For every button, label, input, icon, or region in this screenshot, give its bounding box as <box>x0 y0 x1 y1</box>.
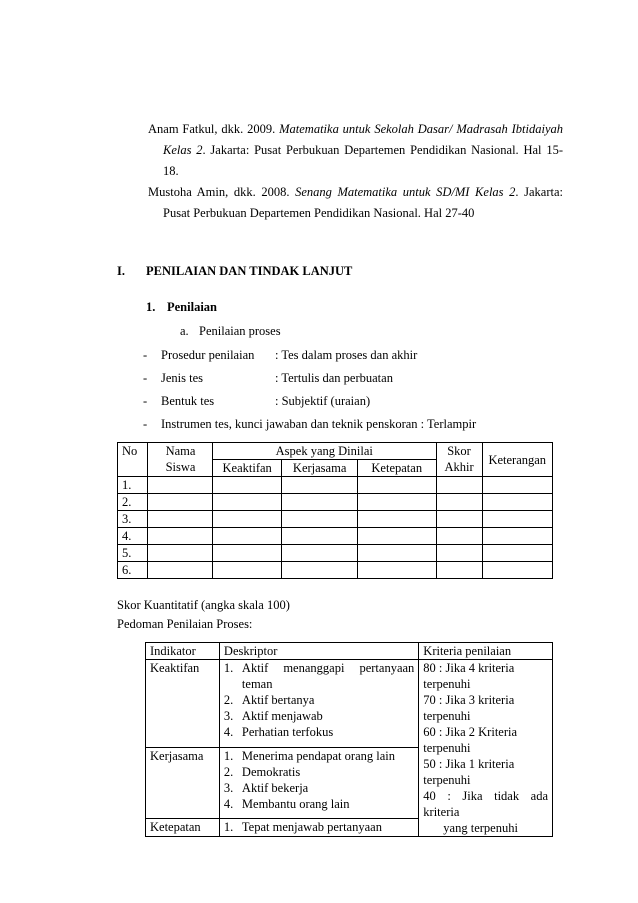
table-row <box>118 528 553 545</box>
header-nama-siswa: Nama Siswa <box>147 443 212 477</box>
bullet-value: : Subjektif (uraian) <box>275 394 371 408</box>
reference-1-author: Anam Fatkul, dkk. 2009. <box>148 122 280 136</box>
reference-2-rest: . Jakarta: Pusat Perbukuan Departemen Pendidikan Nasional. Hal 27-40 <box>163 185 563 220</box>
row-number: 3. <box>118 511 148 528</box>
section-number: I. <box>117 264 125 278</box>
header-deskriptor: Deskriptor <box>219 643 418 660</box>
bullet-dash: - <box>143 417 148 431</box>
assessment-table <box>117 442 553 579</box>
subsub-letter: a. <box>180 324 189 338</box>
table-row <box>118 562 553 579</box>
row-number: 4. <box>118 528 148 545</box>
reference-2-title: Senang Matematika untuk SD/MI Kelas 2 <box>295 185 516 199</box>
header-keaktifan: Keaktifan <box>212 460 281 477</box>
header-no: No <box>118 443 148 477</box>
header-kerjasama: Kerjasama <box>282 460 358 477</box>
bullet-dash: - <box>143 371 148 385</box>
header-skor-akhir: Skor Akhir <box>436 443 482 477</box>
skor-text: Skor Kuantitatif (angka skala 100) <box>117 598 290 612</box>
header-kriteria: Kriteria penilaian <box>419 643 553 660</box>
bullet-label: Prosedur penilaian <box>161 348 255 362</box>
reference-2-author: Mustoha Amin, dkk. 2008. <box>148 185 296 199</box>
table-row <box>118 545 553 562</box>
deskriptor-cell: 1. Tepat menjawab pertanyaan <box>219 818 418 836</box>
table-row <box>118 511 553 528</box>
bullet-label: Jenis tes <box>161 371 204 385</box>
pedoman-text: Pedoman Penilaian Proses: <box>117 617 253 631</box>
indikator-cell: Kerjasama <box>146 747 220 818</box>
bullet-dash: - <box>143 348 148 362</box>
bullet-label: Bentuk tes <box>161 394 215 408</box>
header-indikator: Indikator <box>146 643 220 660</box>
reference-2 <box>148 182 563 224</box>
header-aspek: Aspek yang Dinilai <box>212 443 436 460</box>
reference-1-rest: . Jakarta: Pusat Perbukuan Departemen Pendidikan Nasional. Hal 15-18. <box>163 143 563 178</box>
indikator-cell: Ketepatan <box>146 818 220 836</box>
bullet-value: : Tertulis dan perbuatan <box>275 371 393 385</box>
table-row <box>118 477 553 494</box>
subsection-title: Penilaian <box>167 300 218 314</box>
table-row <box>118 494 553 511</box>
indikator-cell: Keaktifan <box>146 660 220 748</box>
bullet-label: Instrumen tes, kunci jawaban dan teknik penskoran : Terlampir <box>161 417 477 431</box>
deskriptor-cell: 1. Aktif menanggapi pertanyaan teman 2. Aktif bertanya 3. Aktif menjawab 4. Perhatian terfokus <box>219 660 418 748</box>
guideline-table <box>145 642 553 837</box>
row-number: 5. <box>118 545 148 562</box>
row-number: 2. <box>118 494 148 511</box>
bullet-dash: - <box>143 394 148 408</box>
header-keterangan: Keterangan <box>482 443 553 477</box>
subsub-title: Penilaian proses <box>199 324 281 338</box>
section-title: PENILAIAN DAN TINDAK LANJUT <box>146 264 353 278</box>
deskriptor-cell: 1. Menerima pendapat orang lain 2. Demokratis 3. Aktif bekerja 4. Membantu orang lain <box>219 747 418 818</box>
bullet-value: : Tes dalam proses dan akhir <box>275 348 418 362</box>
kriteria-cell: 80 : Jika 4 kriteria terpenuhi 70 : Jika 3 kriteria terpenuhi 60 : Jika 2 Kriteria terpenuhi 50 : Jika 1 kriteria terpenuhi 40 : Jika tidak ada kriteria yang terpenuhi <box>419 660 553 837</box>
reference-1 <box>148 119 563 182</box>
row-number: 1. <box>118 477 148 494</box>
reference-1-title: Matematika untuk Sekolah Dasar/ Madrasah Ibtidaiyah Kelas 2 <box>163 122 564 157</box>
row-number: 6. <box>118 562 148 579</box>
subsection-number: 1. <box>146 300 156 314</box>
header-ketepatan: Ketepatan <box>357 460 436 477</box>
